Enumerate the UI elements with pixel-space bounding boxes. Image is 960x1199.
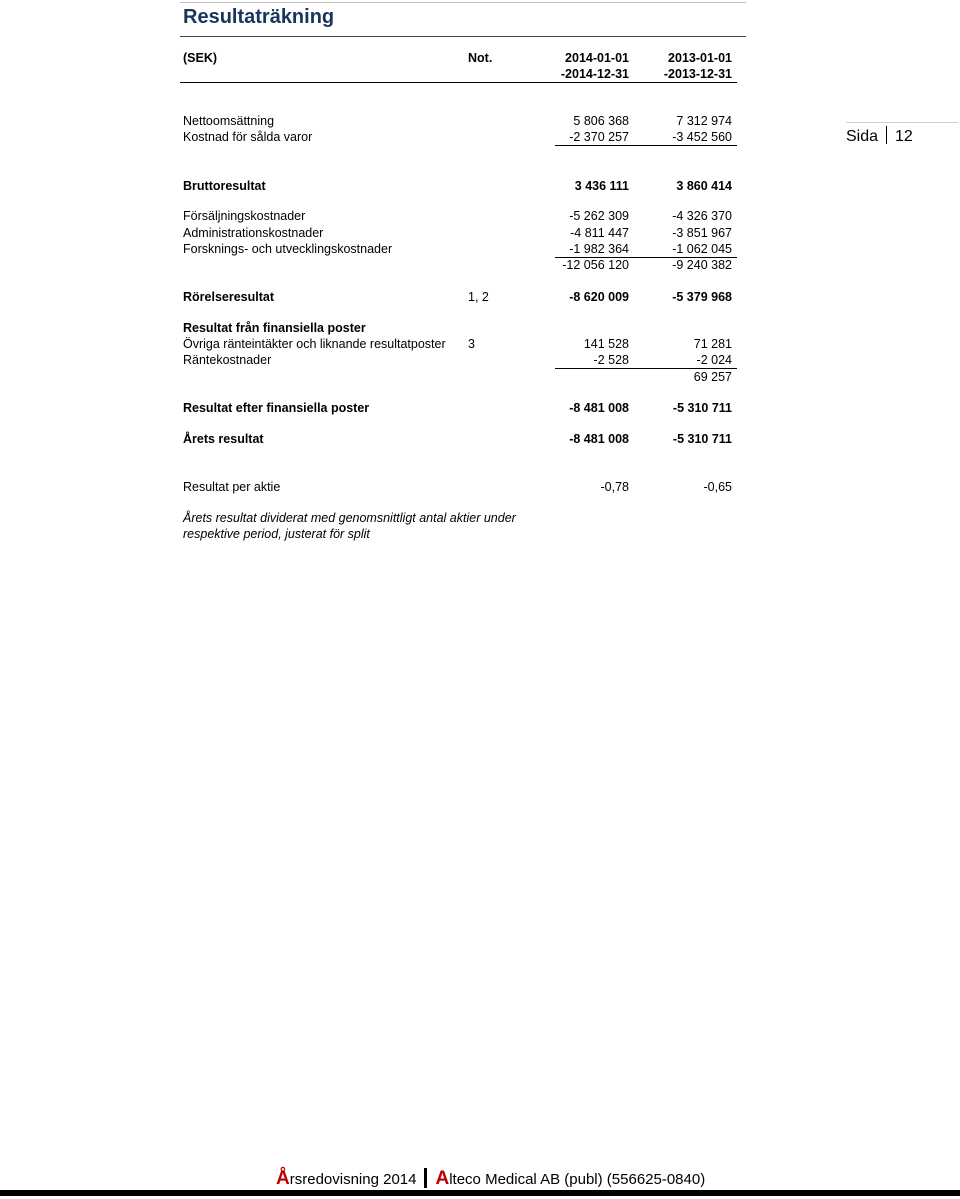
row-label: Försäljningskostnader	[183, 209, 306, 223]
page-number: 12	[895, 128, 913, 145]
row-summa-kostnader	[0, 257, 960, 273]
value-2014: -1 982 364	[569, 242, 629, 256]
value-2013: -5 310 711	[672, 401, 732, 415]
value-2013: -2 024	[696, 353, 732, 367]
value-2013: 69 257	[693, 370, 732, 384]
row-label: Administrationskostnader	[183, 226, 324, 240]
page-footer	[276, 1168, 705, 1191]
footnote-text: Årets resultat dividerat med genomsnittligt antal aktier under	[183, 511, 516, 525]
column-header-row-2	[0, 66, 960, 82]
footnote-text: respektive period, justerat för split	[183, 527, 370, 541]
value-2013: -5 310 711	[672, 432, 732, 446]
row-label: Årets resultat	[183, 432, 264, 446]
row-efter-fin	[0, 400, 960, 416]
row-label: Övriga ränteintäkter och liknande resultatposter	[183, 337, 446, 351]
value-2014: -12 056 120	[562, 258, 629, 272]
value-2013: -3 452 560	[672, 130, 732, 144]
row-label: Resultat per aktie	[183, 480, 281, 494]
top-rule	[180, 2, 746, 3]
footer-report-name: rsredovisning 2014	[289, 1171, 417, 1188]
row-label: Kostnad för sålda varor	[183, 130, 313, 144]
row-ovriga	[0, 336, 960, 352]
value-2013: -5 379 968	[672, 290, 732, 304]
value-2013: 71 281	[693, 337, 732, 351]
row-label: Nettoomsättning	[183, 114, 275, 128]
row-note: 1, 2	[468, 290, 489, 304]
value-2014: -2 528	[593, 353, 629, 367]
header-rule	[180, 82, 737, 83]
value-2013: -9 240 382	[672, 258, 732, 272]
row-summa-fin	[0, 369, 960, 385]
row-label: Bruttoresultat	[183, 179, 266, 193]
value-2014: -4 811 447	[570, 226, 629, 240]
row-kostnad	[0, 129, 960, 145]
currency-label: (SEK)	[183, 51, 218, 65]
footer-company-name: lteco Medical AB (publ) (556625-0840)	[449, 1171, 706, 1188]
value-2013: -4 326 370	[672, 209, 732, 223]
footnote-line-1	[0, 510, 960, 526]
value-2014: 3 436 111	[574, 179, 629, 193]
page-label: Sida	[846, 128, 879, 145]
row-label: Forsknings- och utvecklingskostnader	[183, 242, 393, 256]
value-2013: 3 860 414	[676, 179, 732, 193]
value-2013: -1 062 045	[672, 242, 732, 256]
row-bruttoresultat	[0, 178, 960, 194]
row-label: Resultat efter finansiella poster	[183, 401, 370, 415]
value-2014: -8 481 008	[569, 401, 629, 415]
row-label: Räntekostnader	[183, 353, 272, 367]
period-2014-end: -2014-12-31	[560, 67, 629, 81]
column-header-row	[0, 50, 960, 66]
row-arets-resultat	[0, 431, 960, 447]
footer-initial-1: Å	[276, 1168, 290, 1189]
value-2014: -8 481 008	[569, 432, 629, 446]
value-2013: -3 851 967	[672, 226, 732, 240]
row-label: Rörelseresultat	[183, 290, 275, 304]
row-fin-heading	[0, 320, 960, 336]
period-2013-end: -2013-12-31	[663, 67, 732, 81]
value-2014: 5 806 368	[573, 114, 629, 128]
row-forsaljning	[0, 208, 960, 224]
period-2013-start: 2013-01-01	[668, 51, 732, 65]
value-2014: -8 620 009	[569, 290, 629, 304]
row-nettoomsattning	[0, 113, 960, 129]
footer-separator	[424, 1168, 427, 1188]
period-2014-start: 2014-01-01	[565, 51, 629, 65]
row-administration	[0, 225, 960, 241]
value-2014: -0,78	[600, 480, 629, 494]
page-title: Resultaträkning	[183, 6, 335, 28]
note-header: Not.	[468, 51, 493, 65]
row-forskning	[0, 241, 960, 257]
row-rorelseresultat	[0, 289, 960, 305]
value-2014: -5 262 309	[569, 209, 629, 223]
value-2013: 7 312 974	[676, 114, 732, 128]
footer-rule	[0, 1190, 960, 1196]
row-rantekostnader	[0, 352, 960, 368]
value-2013: -0,65	[703, 480, 732, 494]
subtotal-rule	[555, 145, 737, 146]
footnote-line-2	[0, 526, 960, 542]
value-2014: -2 370 257	[569, 130, 629, 144]
footer-initial-2: A	[435, 1168, 450, 1189]
section-heading: Resultat från finansiella poster	[183, 321, 366, 335]
row-note: 3	[468, 337, 475, 351]
value-2014: 141 528	[583, 337, 629, 351]
row-per-aktie	[0, 479, 960, 495]
title-rule	[180, 36, 746, 37]
